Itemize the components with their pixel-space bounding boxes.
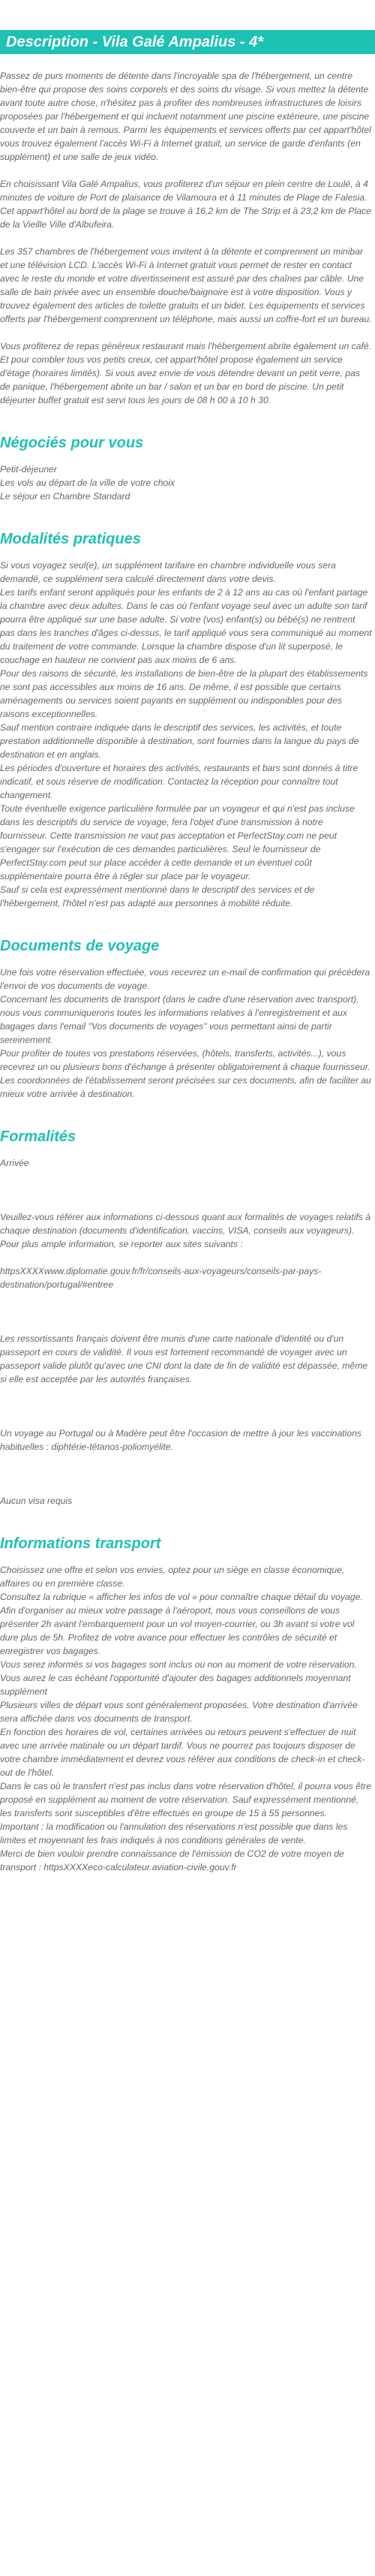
modalites-text: Si vous voyagez seul(e), un supplément tarifaire en chambre individuelle vous sera demandé, ce supplément sera calculé directement dans votre devis. Les tarifs enfant seront appliqués pour les enfants de 2 à 12 ans au cas où l'enfant partage la chambre avec deux adultes. Dans le cas où l'enfant voyage seul avec un adulte son tarif pourra être appliqué sur une base adulte. Si votre (vos) enfant(s) ou bébé(s) ne rentrent pas dans les tranches d'âges ci-dessus, le tarif appliqué vous sera communiqué au moment du traitement de votre commande. Lorsque la chambre dispose d'un lit superposé, le couchage en hauteur ne convient pas aux moins de 6 ans. Pour des raisons de sécurité, les installations de bien-être de la plupart des établissements ne sont pas accessibles aux moins de 16 ans. De même, il est possible que certains aménagements ou services soient payants en supplément ou indisponibles pour des raisons exceptionnelles. Sauf mention contraire indiquée dans le descriptif des services, les activités, et toute prestation additionnelle disponible à destination, sont fournies dans la langue du pays de destination et en anglais. Les périodes d'ouverture et horaires des activités, restaurants et bars sont donnés à titre indicatif, et sous réserve de modification. Contactez la réception pour connaître tout changement. Toute éventuelle exigence particulière formulée par un voyageur et qui n'est pas incluse dans les descriptifs du service de voyage, fera l'objet d'une transmission à notre fournisseur. Cette transmission ne vaut pas acceptation et PerfectStay.com ne peut s'engager sur l'exécution de ces demandes particulières. Seul le fournisseur de PerfectStay.com peut sur place accéder à cette demande et un éventuel coût supplémentaire pourra être à régler sur place par le voyageur. Sauf si cela est expressément mentionné dans le descriptif des services et de l'hébergement, l'hôtel n'est pas adapté aux personnes à mobilité réduite. <box>0 560 372 908</box>
section-heading-documents: Documents de voyage <box>0 938 160 954</box>
page <box>0 30 375 1874</box>
description-paragraph: Passez de purs moments de détente dans l'incroyable spa de l'hébergement, un centre bien-être qui propose des soins corporels et des soins du visage. Si vous mettez la détente avant toute autre chose, n'hésitez pas à profiter des nombreuses infrastructures de loisirs proposées par l'hébergement et qui incluent notamment une piscine extérieure, une piscine couverte et un bain à remous. Parmi les équipements et services offerts par cet appart'hôtel vous trouvez également l'accès Wi-Fi à Internet gratuit, un service de garde d'enfants (en supplément) et une salle de jeux vidéo. <box>0 71 371 162</box>
section-heading-modalites: Modalités pratiques <box>0 531 141 547</box>
documents-text: Une fois votre réservation effectuée, vous recevrez un e-mail de confirmation qui précédera l'envoi de vos documents de voyage. Concernant les documents de transport (dans le cadre d'une réservation avec transport), nous vous communiquerons toutes les informations relatives à l'enregistrement et aux bagages dans l'email "Vos documents de voyages" vous permettant ainsi de partir sereinement. Pour profiter de toutes vos prestations réservées, (hôtels, transferts, activités...), vous recevrez un ou plusieurs bons d'échange à présenter obligatoirement à chaque fournisseur. Les coordonnées de l'établissement seront précisées sur ces documents, afin de faciliter au mieux votre arrivée à destination. <box>0 967 371 1099</box>
transport-text: Choisissez une offre et selon vos envies, optez pour un siège en classe économique, affaires ou en première classe. Consultez la rubrique « afficher les infos de vol » pour connaître chaque détail du voyage. Afin d'organiser au mieux votre passage à l'aéroport, nous vous conseillons de vous présenter 2h avant l'embarquement pour un vol moyen-courrier, ou 3h avant si votre vol dure plus de 5h. Profitez de votre avance pour effectuer les contrôles de sécurité et enregistrer vos bagages. Vous serez informés si vos bagages sont inclus ou non au moment de votre réservation. Vous aurez le cas échéant l'opportunité d'ajouter des bagages additionnels moyennant supplément Plusieurs villes de départ vous sont généralement proposées. Votre destination d'arrivée sera affichée dans vos documents de transport. En fonction des horaires de vol, certaines arrivées ou retours peuvent s'effectuer de nuit avec une arrivée matinale ou un départ tardif. Vous ne pourrez pas toujours disposer de votre chambre immédiatement et devrez vous référer aux conditions de check-in et check-out de l'hôtel. Dans le cas où le transfert n'est pas inclus dans votre réservation d'hôtel, il pourra vous être proposé en supplément au moment de votre réservation. Sauf expressément mentionné, les transferts sont susceptibles d'être effectués en groupe de 15 à 55 personnes. Important : la modification ou l'annulation des réservations n'est possible que dans les limites et moyennant les frais indiqués à nos conditions générales de vente. Merci de bien vouloir prendre connaissance de l'émission de CO2 de votre moyen de transport : httpsXXXXeco-calculateur.aviation-civile.gouv.fr <box>0 1565 372 1872</box>
negocies-list: Petit-déjeuner Les vols au départ de la ville de votre choix Le séjour en Chambre Standard <box>0 464 176 502</box>
content <box>0 54 372 1874</box>
section-heading-negocies: Négociés pour vous <box>0 435 144 451</box>
description-paragraph: En choisissant Vila Galé Ampalius, vous profiterez d'un séjour en plein centre de Loulé, à 4 minutes de voiture de Port de plaisance de Vilamoura et à 11 minutes de Plage de Falesia. Cet appart'hôtel au bord de la plage se trouve à 16,2 km de The Strip et à 23,2 km de Place de la Vieille Ville d'Albufeira. <box>0 179 371 230</box>
formalites-arrivee: Arrivée <box>0 1158 29 1168</box>
section-heading-formalites: Formalités <box>0 1128 76 1145</box>
formalites-link: httpsXXXXwww.diplomatie.gouv.fr/fr/conseils-aux-voyageurs/conseils-par-pays-destination/portugal/#entree <box>0 1266 322 1290</box>
description-paragraph: Vous profiterez de repas généreux restaurant mais l'hébergement abrite également un café. Et pour combler tous vos petits creux, cet appart'hôtel propose également un service d'étage (horaires limités). Si vous avez envie de vous détendre devant un petit verre, pas de panique, l'hébergement abrite un bar / salon et un bar en bord de piscine. Un petit déjeuner buffet gratuit est servi tous les jours de 08 h 00 à 10 h 30. <box>0 341 372 405</box>
description-paragraph: Les 357 chambres de l'hébergement vous invitent à la détente et comprennent un minibar et une télévision LCD. L'accès Wi-Fi à Internet gratuit vous permet de rester en contact avec le reste du monde et votre divertissement est assuré par des chaînes par câble. Une salle de bain privée avec un ensemble douche/baignoire est à votre disposition. Vous y trouvez également des articles de toilette gratuits et un bidet. Les équipements et services offerts par l'hébergement comprennent un téléphone, mais aussi un coffre-fort et un bureau. <box>0 246 372 324</box>
page-title: Description - Vila Galé Ampalius - 4* <box>0 30 375 54</box>
formalites-paragraph: Veuillez-vous référer aux informations ci-dessous quant aux formalités de voyages relatifs à chaque destination (documents d'identification, vaccins, VISA, conseils aux voyageurs). Pour plus ample information, se reporter aux sites suivants : <box>0 1212 371 1249</box>
formalites-paragraph: Les ressortissants français doivent être munis d'une carte nationale d'identité ou d'un passeport en cours de validité. Il vous est fortement recommandé de voyager avec un passeport valide plutôt qu'avec une CNI dont la date de fin de validité est dépassée, même si elle est acceptée par les autorités françaises. <box>0 1333 368 1384</box>
section-heading-transport: Informations transport <box>0 1535 161 1552</box>
formalites-paragraph: Un voyage au Portugal ou à Madère peut être l'occasion de mettre à jour les vaccinations habituelles : diphtérie-tétanos-poliomyélite. <box>0 1428 362 1452</box>
formalites-visa: Aucun visa requis <box>0 1496 73 1506</box>
